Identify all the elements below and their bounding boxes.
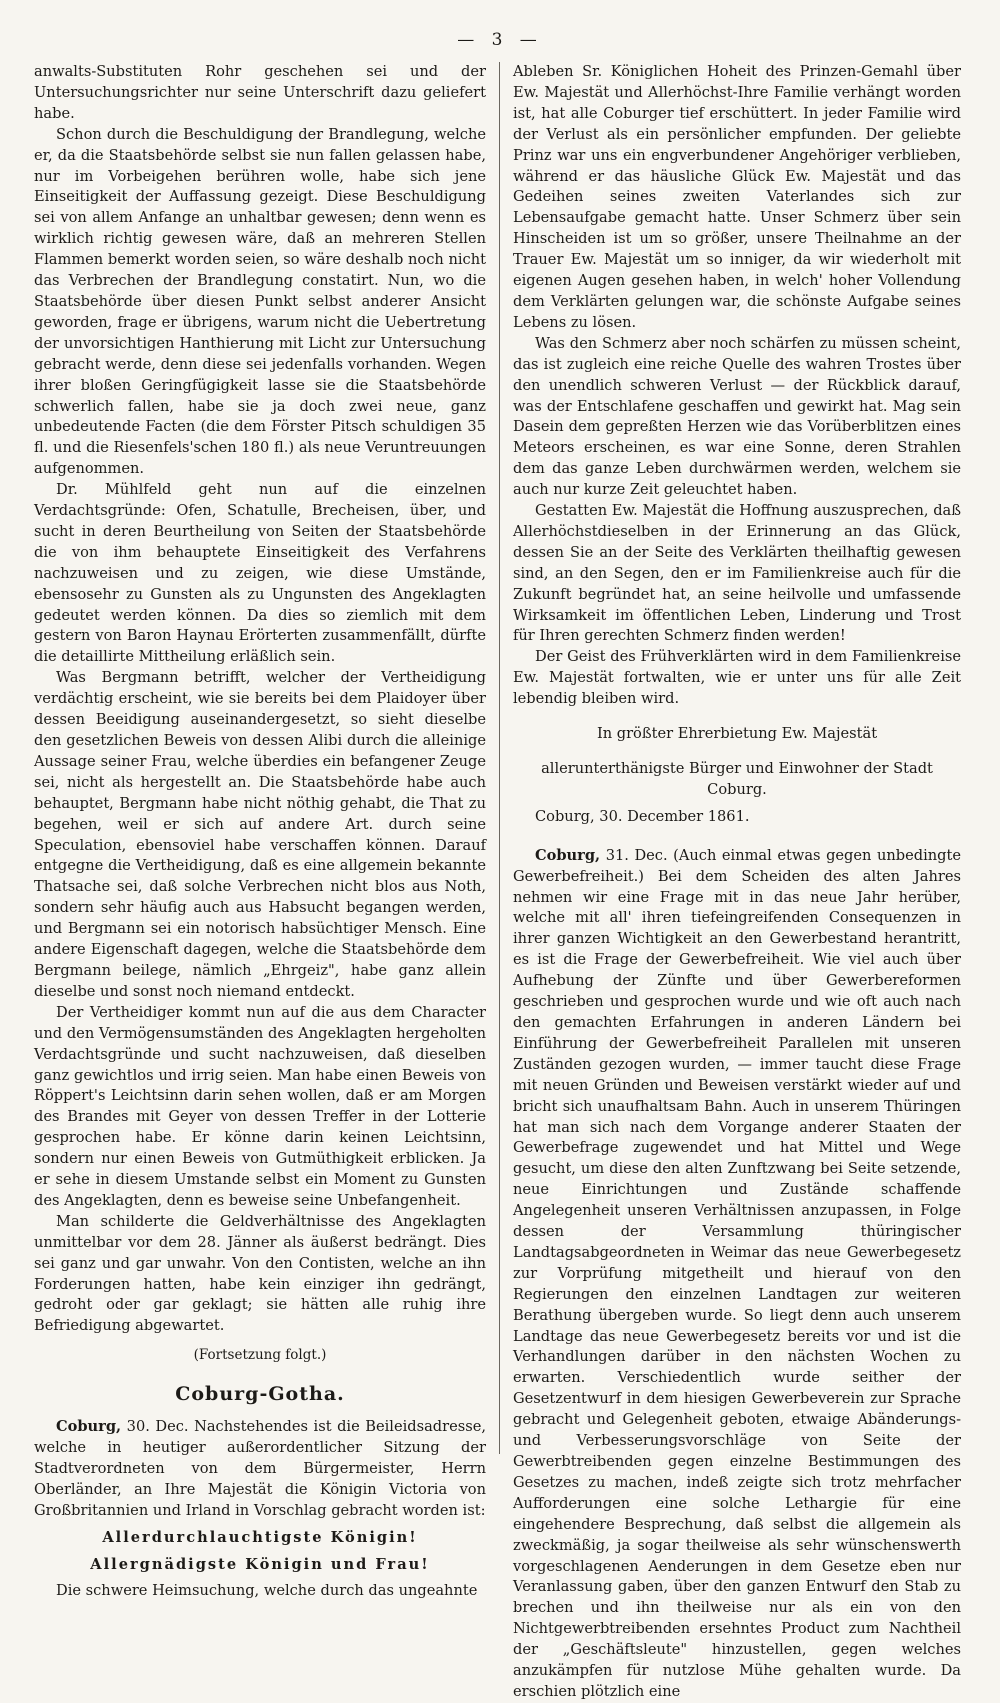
salutation: Allergnädigste Königin und Frau! [90,1555,430,1573]
paragraph: Der Vertheidiger kommt nun auf die aus dem Character und den Vermögensumständen des Angeklagten hergeholten Verdachtsgründe und sucht nachzuweisen, daß dieselben ganz gewichtlos und irrig seien. Man habe einen Beweis von Röppert's Leichtsinn darin sehen wollen, daß er am Morgen des Brandes mit Geyer von dessen Treffer in der Lotterie gesprochen habe. Er könne darin keinen Leichtsinn, sondern nur einen Beweis von Gutmüthigkeit erblicken. Ja er sehe in diesem Umstande selbst ein Moment zu Gunsten des Angeklagten, denn es beweise seine Unbefangenheit. [34,1003,486,1209]
signature-date: Coburg, 30. December 1861. [535,807,750,825]
salutation: Allerdurchlauchtigste Königin! [102,1528,418,1546]
paragraph: Die schwere Heimsuchung, welche durch das ungeahnte [56,1582,478,1600]
news-item-body: 31. Dec. (Auch einmal etwas gegen unbedingte Gewerbefreiheit.) Bei dem Scheiden des alten Jahres nehmen wir eine Frage mit in das neue Jahr herüber, welche mit all' ihren tiefeingreifenden Consequenzen in ihrer ganzen Wichtigkeit an den Gewerbestand herantritt, es ist die Frage der Gewerbefreiheit. Wie viel auch über Aufhebung der Zünfte und über Gewerbereformen geschrieben und gesprochen wurde und wie oft auch nach den gemachten Erfahrungen in anderen Ländern bei Einführung der Gewerbefreiheit Parallelen mit unseren Zuständen gezogen wurden, — immer taucht diese Frage mit neuen Gründen und Beweisen verstärkt wieder auf und bricht sich unaufhaltsam Bahn. Auch in unserem Thüringen hat man sich nach dem Vorgange anderer Staaten der Gewerbefrage zugewendet und hat Mittel und Wege gesucht, um diese den alten Zunftzwang bei Seite setzende, neue Einrichtungen und Zustände schaffende Angelegenheit unseren Verhältnissen anzupassen, in Folge dessen der Versammlung thüringischer Landtagsabgeordneten in Weimar das neue Gewerbegesetz zur Vorprüfung mitgetheilt und hierauf von den Regierungen den einzelnen Landtagen zur weiteren Berathung übergeben wurde. So liegt denn auch unserem Landtage das neue Gewerbegesetz bereits vor und ist die Verhandlungen darüber in den nächsten Wochen zu erwarten. Verschiedentlich wurde seither der Gesetzentwurf in dem hiesigen Gewerbeverein zur Sprache gebracht und Gelegenheit geboten, etwaige Abänderungs- und Verbesserungsvorschläge von Seite der Gewerbtreibenden gegen einzelne Bestimmungen des Gesetzes zu machen, indeß zeigte sich trotz mehrfacher Aufforderungen eine solche Lethargie für eine eingehendere Besprechung, daß selbst die allgemein als zweckmäßig, ja sogar theilweise als sehr wünschenswerth vorgeschlagenen Aenderungen in dem Gesetze eben nur Veranlassung gaben, über den ganzen Entwurf den Stab zu brechen und ihn theilweise nur als ein von den Nichtgewerbtreibenden ersehntes Product zum Nachtheil der „Geschäftsleute" hinzustellen, gegen welches anzukämpfen für nutzlose Mühe gehalten wurde. Da erschien plötzlich eine [513,846,961,1700]
paragraph: Was den Schmerz aber noch schärfen zu müssen scheint, das ist zugleich eine reiche Quelle des wahren Trostes über den unendlich schweren Verlust — der Rückblick darauf, was der Entschlafene geschaffen und gewirkt hat. Mag sein Dasein dem gepreßten Herzen wie das Vorüberblitzen eines Meteors erscheinen, es war eine Sonne, deren Strahlen dem das ganze Leben durchwärmen werden, welchem sie auch nur kurze Zeit geleuchtet haben. [513,334,961,499]
news-item-paragraph [513,846,961,1703]
page-number: — 3 — [457,30,543,50]
right-column [513,62,961,1700]
news-item-paragraph [34,1417,486,1522]
continued-note: (Fortsetzung folgt.) [193,1347,327,1364]
paragraph: Dr. Mühlfeld geht nun auf die einzelnen Verdachtsgründe: Ofen, Schatulle, Brecheisen, über, und sucht in deren Beurtheilung von Seiten der Staatsbehörde die von ihm behauptete Einseitigkeit des Verfahrens nachzuweisen und zu zeigen, wie diese Umstände, ebensosehr zu Gunsten als zu Ungunsten des Angeklagten gedeutet werden können. Da dies so ziemlich mit dem gestern von Baron Haynau Erörterten zusammenfällt, dürfte die detaillirte Mittheilung erläßlich sein. [34,481,486,666]
signature-line: In größter Ehrerbietung Ew. Majestät [596,725,878,743]
dateline: Coburg, [56,1418,122,1436]
paragraph: Was Bergmann betrifft, welcher der Vertheidigung verdächtig erscheint, wie sie bereits bei dem Plaidoyer über dessen Beeidigung auseinandergesetzt, so sieht dieselbe den gesetzlichen Beweis von dessen Alibi durch die alleinige Aussage seiner Frau, welche überdies ein befangener Zeuge sei, nicht als hergestellt an. Die Staatsbehörde habe auch behauptet, Bergmann habe nicht nöthig gehabt, die That zu begehen, weil er sich auf andere Art. durch seine Speculation, ebensoviel habe verschaffen können. Darauf entgegne die Vertheidigung, daß es eine allgemein bekannte Thatsache sei, daß solche Verbrechen nicht blos aus Noth, sondern sehr häufig auch aus Habsucht begangen werden, und Bergmann sei ein notorisch habsüchtiger Mensch. Eine andere Eigenschaft dagegen, welche die Staatsbehörde dem Bergmann beilege, nämlich „Ehrgeiz", habe ganz allein dieselbe und sonst noch niemand entdeckt. [34,669,486,1000]
signature-line: allerunterthänigste Bürger und Einwohner der Stadt Coburg. [541,760,933,798]
left-column [34,62,486,1600]
paragraph: Schon durch die Beschuldigung der Brandlegung, welche er, da die Staatsbehörde selbst sie nun fallen gelassen habe, nur im Vorbeigehen berühren wolle, habe sich jene Einseitigkeit der Auffassung gezeigt. Diese Beschuldigung sei von allem Anfange an unhaltbar gewesen; denn wenn es wirklich richtig gewesen wäre, daß an mehreren Stellen Flammen bemerkt worden seien, so wäre deshalb noch nicht das Verbrechen der Brandlegung constatirt. Nun, wo die Staatsbehörde über diesen Punkt selbst anderer Ansicht geworden, frage er übrigens, warum nicht die Uebertretung der unvorsichtigen Hanthierung mit Licht zur Untersuchung gebracht werde, denn diese sei jedenfalls vorhanden. Wegen ihrer bloßen Geringfügigkeit lasse sie die Staatsbehörde schwerlich fallen, habe sie ja doch zwei neue, ganz unbedeutende Facten (die dem Förster Pitsch schuldigen 35 fl. und die Riesenfels'schen 180 fl.) als neue Veruntreuungen aufgenommen. [34,125,486,478]
section-heading: Coburg-Gotha. [175,1383,345,1406]
paragraph: Gestatten Ew. Majestät die Hoffnung auszusprechen, daß Allerhöchstdieselben in der Erinnerung an das Glück, dessen Sie an der Seite des Verklärten theilhaftig gewesen sind, an den Segen, den er im Familienkreise auch für die Zukunft begründet hat, an seine heilvolle und umfassende Wirksamkeit im öffentlichen Leben, Linderung und Trost für Ihren gerechten Schmerz finden werden! [513,502,961,645]
paragraph: Der Geist des Frühverklärten wird in dem Familienkreise Ew. Majestät fortwalten, wie er unter uns für alle Zeit lebendig bleiben wird. [513,648,961,708]
news-item-body: 30. Dec. Nachstehendes ist die Beileidsadresse, welche in heutiger außerordentlicher Sitzung der Stadtverordneten von dem Bürgermeister, Herrn Oberländer, an Ihre Majestät die Königin Victoria von Großbritannien und Irland in Vorschlag gebracht worden ist: [34,1418,486,1519]
paragraph: Man schilderte die Geldverhältnisse des Angeklagten unmittelbar vor dem 28. Jänner als äußerst bedrängt. Dies sei ganz und gar unwahr. Von den Contisten, welche an ihn Forderungen hatten, habe kein einziger ihn gedrängt, gedroht oder gar geklagt; sie hätten alle ruhig ihre Befriedigung abgewartet. [34,1212,486,1335]
paragraph: anwalts-Substituten Rohr geschehen sei und der Untersuchungsrichter nur seine Unterschrift dazu geliefert habe. [34,63,486,122]
column-divider [499,62,500,1454]
dateline: Coburg, [535,846,601,864]
paragraph: Ableben Sr. Königlichen Hoheit des Prinzen-Gemahl über Ew. Majestät und Allerhöchst-Ihre Familie verhängt worden ist, hat alle Coburger tief erschüttert. In jeder Familie wird der Verlust als ein persönlicher empfunden. Der geliebte Prinz war uns ein engverbundener Angehöriger verblieben, während er das häusliche Glück Ew. Majestät und das Gedeihen seines zweiten Vaterlandes sich zur Lebensaufgabe gemacht hatte. Unser Schmerz über sein Hinscheiden ist um so größer, unsere Theilnahme an der Trauer Ew. Majestät um so inniger, da wir wiederholt mit eigenen Augen gesehen haben, in welch' hoher Vollendung dem Verklärten gelungen war, die schönste Aufgabe seines Lebens zu lösen. [513,63,961,331]
